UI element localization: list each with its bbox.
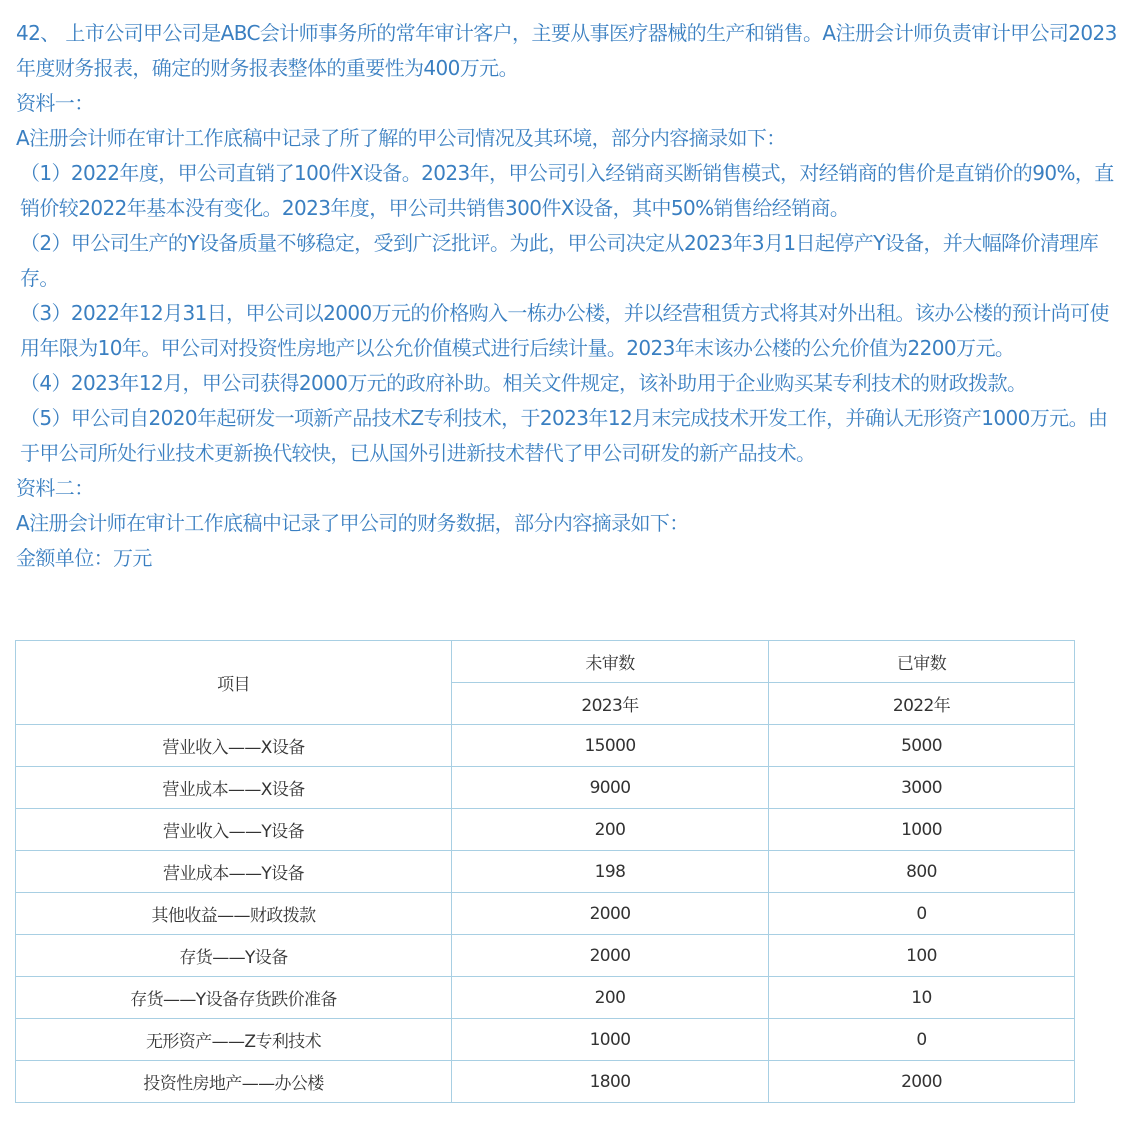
material1-item: （2）甲公司生产的Y设备质量不够稳定，受到广泛批评。为此，甲公司决定从2023年3月1日起停产Y设备，并大幅降价清理库存。: [20, 231, 1099, 290]
question-body: [16, 16, 1126, 576]
row-2022: 100: [769, 935, 1075, 977]
financial-data-table: [15, 640, 1075, 1103]
header-unaudited: 未审数: [452, 641, 769, 683]
material2-lead: A注册会计师在审计工作底稿中记录了甲公司的财务数据，部分内容摘录如下：: [16, 511, 689, 535]
row-item: 营业成本——Y设备: [16, 851, 452, 893]
row-2022: 1000: [769, 809, 1075, 851]
material1-heading: 资料一：: [16, 91, 94, 115]
table-header-row: [16, 641, 1075, 683]
row-item: 无形资产——Z专利技术: [16, 1019, 452, 1061]
row-2022: 3000: [769, 767, 1075, 809]
row-2023: 2000: [452, 893, 769, 935]
table-row: [16, 1061, 1075, 1103]
table-row: [16, 767, 1075, 809]
row-2023: 9000: [452, 767, 769, 809]
material1-item: （4）2023年12月，甲公司获得2000万元的政府补助。相关文件规定，该补助用于企业购买某专利技术的财政拨款。: [20, 371, 1027, 395]
row-2023: 200: [452, 977, 769, 1019]
material1-item: （5）甲公司自2020年起研发一项新产品技术Z专利技术，于2023年12月末完成技术开发工作，并确认无形资产1000万元。由于甲公司所处行业技术更新换代较快，已从国外引进新技术替代了甲公司研发的新产品技术。: [20, 406, 1108, 465]
table-row: [16, 935, 1075, 977]
row-2023: 198: [452, 851, 769, 893]
table-row: [16, 725, 1075, 767]
header-audited: 已审数: [769, 641, 1075, 683]
row-item: 存货——Y设备: [16, 935, 452, 977]
table-row: [16, 977, 1075, 1019]
row-item: 存货——Y设备存货跌价准备: [16, 977, 452, 1019]
row-2023: 2000: [452, 935, 769, 977]
row-item: 营业成本——X设备: [16, 767, 452, 809]
row-2022: 800: [769, 851, 1075, 893]
table-row: [16, 809, 1075, 851]
header-year-2022: 2022年: [769, 683, 1075, 725]
row-item: 营业收入——Y设备: [16, 809, 452, 851]
row-2023: 15000: [452, 725, 769, 767]
table-row: [16, 1019, 1075, 1061]
header-year-2023: 2023年: [452, 683, 769, 725]
header-item: 项目: [16, 641, 452, 725]
material1-item: （1）2022年度，甲公司直销了100件X设备。2023年，甲公司引入经销商买断销售模式，对经销商的售价是直销价的90%，直销价较2022年基本没有变化。2023年度，甲公司共销售300件X设备，其中50%销售给经销商。: [20, 161, 1114, 220]
row-2022: 2000: [769, 1061, 1075, 1103]
row-2022: 0: [769, 893, 1075, 935]
row-2023: 200: [452, 809, 769, 851]
table-row: [16, 893, 1075, 935]
row-2022: 0: [769, 1019, 1075, 1061]
row-2022: 5000: [769, 725, 1075, 767]
row-item: 其他收益——财政拨款: [16, 893, 452, 935]
table-row: [16, 851, 1075, 893]
row-item: 营业收入——X设备: [16, 725, 452, 767]
material1-lead: A注册会计师在审计工作底稿中记录了所了解的甲公司情况及其环境，部分内容摘录如下：: [16, 126, 786, 150]
row-item: 投资性房地产——办公楼: [16, 1061, 452, 1103]
row-2022: 10: [769, 977, 1075, 1019]
row-2023: 1000: [452, 1019, 769, 1061]
amount-unit-label: 金额单位：万元: [16, 546, 152, 570]
material1-item: （3）2022年12月31日，甲公司以2000万元的价格购入一栋办公楼，并以经营租赁方式将其对外出租。该办公楼的预计尚可使用年限为10年。甲公司对投资性房地产以公允价值模式进行后续计量。2023年末该办公楼的公允价值为2200万元。: [20, 301, 1109, 360]
row-2023: 1800: [452, 1061, 769, 1103]
question-intro: 42、 上市公司甲公司是ABC会计师事务所的常年审计客户，主要从事医疗器械的生产和销售。A注册会计师负责审计甲公司2023年度财务报表，确定的财务报表整体的重要性为400万元。: [16, 21, 1117, 80]
material2-heading: 资料二：: [16, 476, 94, 500]
